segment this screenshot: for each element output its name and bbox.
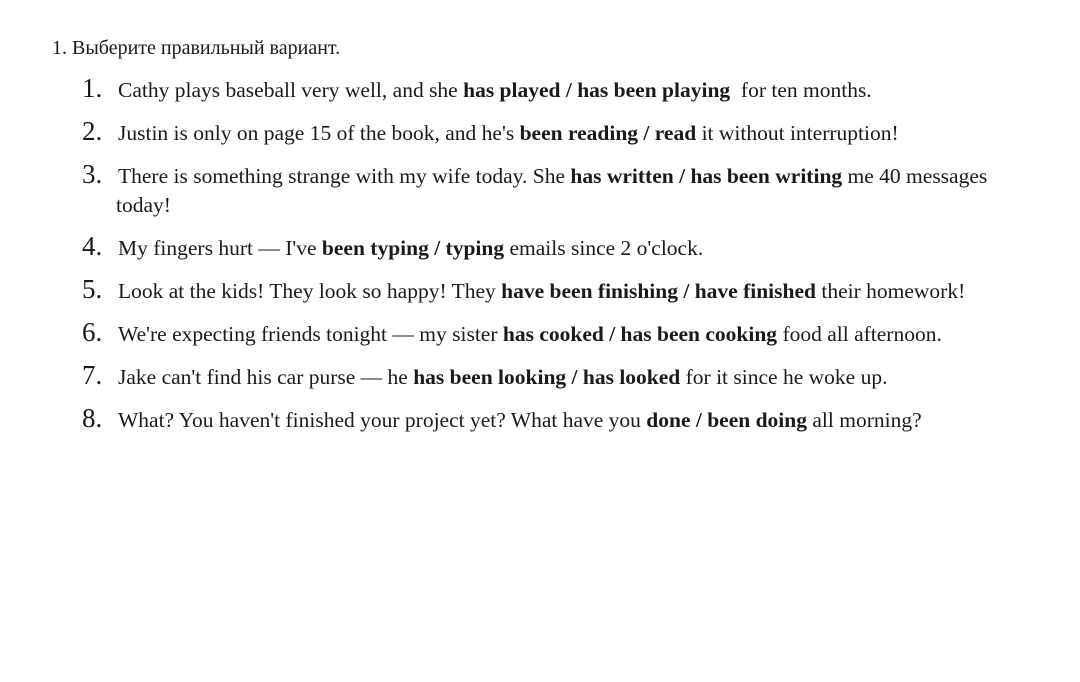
sentence-after: for it since he woke up.	[680, 365, 888, 389]
sentence-before: Justin is only on page 15 of the book, and he's	[118, 121, 520, 145]
item-sentence	[116, 320, 996, 349]
sentence-after: for ten months.	[730, 78, 872, 102]
exercise-item-1	[82, 73, 1080, 105]
exercise-item-5	[82, 274, 1080, 306]
item-sentence	[116, 277, 996, 306]
sentence-after: emails since 2 o'clock.	[504, 236, 704, 260]
sentence-after: all morning?	[807, 408, 922, 432]
sentence-before: Cathy plays baseball very well, and she	[118, 78, 464, 102]
item-number: 6.	[82, 317, 103, 347]
sentence-after: me 40 messages today!	[116, 164, 988, 217]
answer-choice: been reading / read	[519, 121, 697, 145]
exercise-item-8	[82, 403, 1080, 435]
sentence-before: There is something strange with my wife today. She	[118, 164, 571, 188]
exercise-list	[52, 73, 1080, 435]
item-number: 5.	[82, 274, 103, 304]
answer-choice: been typing / typing	[321, 236, 505, 260]
exercise-item-2	[82, 116, 1080, 148]
sentence-before: My fingers hurt — I've	[118, 236, 322, 260]
answer-choice: has played / has been playing	[463, 78, 731, 102]
item-number: 1.	[82, 73, 103, 103]
item-number: 2.	[82, 116, 103, 146]
exercise-item-7	[82, 360, 1080, 392]
sentence-after: their homework!	[815, 279, 966, 303]
item-number: 3.	[82, 159, 103, 189]
sentence-after: food all afternoon.	[777, 322, 942, 346]
answer-choice: have been finishing / have finished	[501, 279, 816, 303]
exercise-item-4	[82, 231, 1080, 263]
exercise-heading: 1. Выберите правильный вариант.	[52, 37, 341, 59]
item-sentence	[116, 76, 996, 105]
answer-choice: done / been doing	[646, 408, 807, 432]
sentence-before: We're expecting friends tonight — my sister	[118, 322, 503, 346]
sentence-after: it without interruption!	[696, 121, 899, 145]
item-number: 7.	[82, 360, 103, 390]
item-sentence	[116, 119, 996, 148]
item-sentence	[116, 162, 996, 220]
item-number: 4.	[82, 231, 103, 261]
sentence-before: Look at the kids! They look so happy! They	[118, 279, 502, 303]
exercise-item-6	[82, 317, 1080, 349]
exercise-item-3	[82, 159, 1080, 220]
sentence-before: Jake can't find his car purse — he	[118, 365, 414, 389]
item-sentence	[116, 234, 996, 263]
answer-choice: has been looking / has looked	[413, 365, 681, 389]
item-sentence	[116, 363, 996, 392]
sentence-before: What? You haven't finished your project yet? What have you	[118, 408, 647, 432]
answer-choice: has written / has been writing	[570, 164, 843, 188]
answer-choice: has cooked / has been cooking	[502, 322, 778, 346]
item-number: 8.	[82, 403, 103, 433]
item-sentence	[116, 406, 996, 435]
